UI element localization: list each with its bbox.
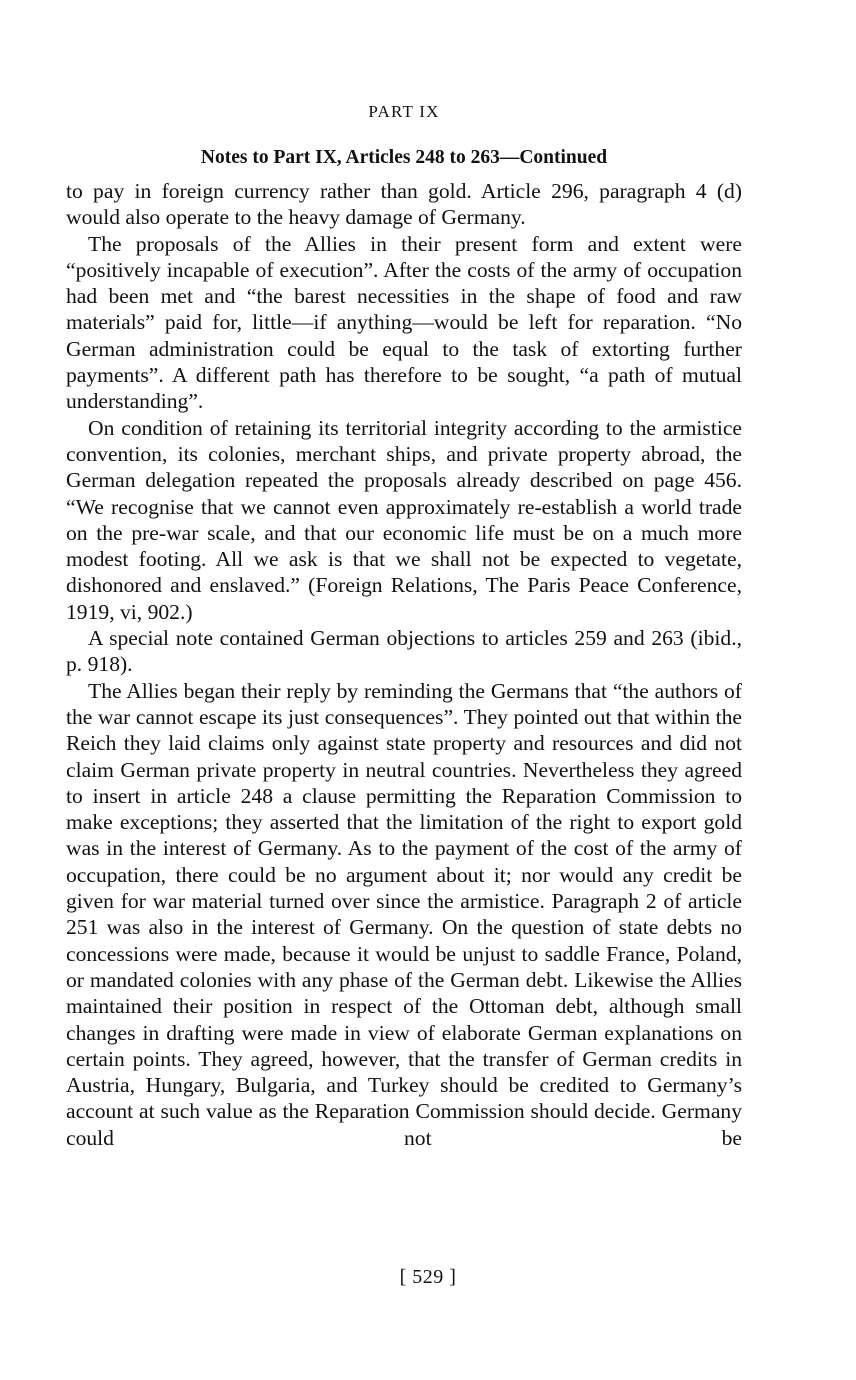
paragraph-continuation: to pay in foreign currency rather than gold. Article 296, paragraph 4 (d) would also operate to the heavy damage of Germany. bbox=[66, 179, 742, 230]
paragraph-allied-reply: The Allies began their reply by reminding the Germans that “the authors of the war cannot escape its just consequences”. They pointed out that within the Reich they laid claims only against state property and resources and did not claim German private property in neutral countries. Nevertheless they agreed to insert in article 248 a clause permitting the Reparation Commission to make exceptions; they asserted that the limitation of the right to export gold was in the interest of Germany. As to the payment of the cost of the army of occupation, there could be no argument about it; nor would any credit be given for war material turned over since the armistice. Paragraph 2 of article 251 was also in the interest of Germany. On the question of state debts no concessions were made, because it would be unjust to saddle France, Poland, or mandated colonies with any phase of the German debt. Likewise the Allies maintained their position in respect of the Ottoman debt, although small changes in drafting were made in view of elaborate German explanations on certain points. They agreed, however, that the transfer of German credits in Austria, Hungary, Bulgaria, and Turkey should be credited to Germany’s account at such value as the Reparation Commission should decide. Germany could not be bbox=[66, 678, 742, 1150]
paragraph-german-conditions: On condition of retaining its territorial integrity according to the armistice convention, its colonies, merchant ships, and private property abroad, the German delegation repeated the proposals already described on page 456. “We recognise that we cannot even approximately re-establish a world trade on the pre-war scale, and that our economic life must be on a much more modest footing. All we ask is that we shall not be expected to vegetate, dishonored and enslaved.” (Foreign Relations, The Paris Peace Conference, 1919, vi, 902.) bbox=[66, 415, 742, 624]
paragraph-special-note: A special note contained German objections to articles 259 and 263 (ibid., p. 918). bbox=[66, 626, 742, 677]
paragraph-allied-proposals: The proposals of the Allies in their present form and extent were “positively incapable of execution”. After the costs of the army of occupation had been met and “the barest necessities in the shape of food and raw materials” paid for, little—if anything—would be left for reparation. “No German administration could be equal to the task of extorting further payments”. A different path has therefore to be sought, “a path of mutual understanding”. bbox=[66, 231, 742, 414]
running-head: PART IX bbox=[368, 102, 440, 121]
body-text bbox=[66, 178, 742, 1151]
page-number: [ 529 ] bbox=[399, 1266, 457, 1288]
document-page bbox=[66, 100, 742, 1151]
section-title: Notes to Part IX, Articles 248 to 263—Continued bbox=[200, 147, 608, 168]
